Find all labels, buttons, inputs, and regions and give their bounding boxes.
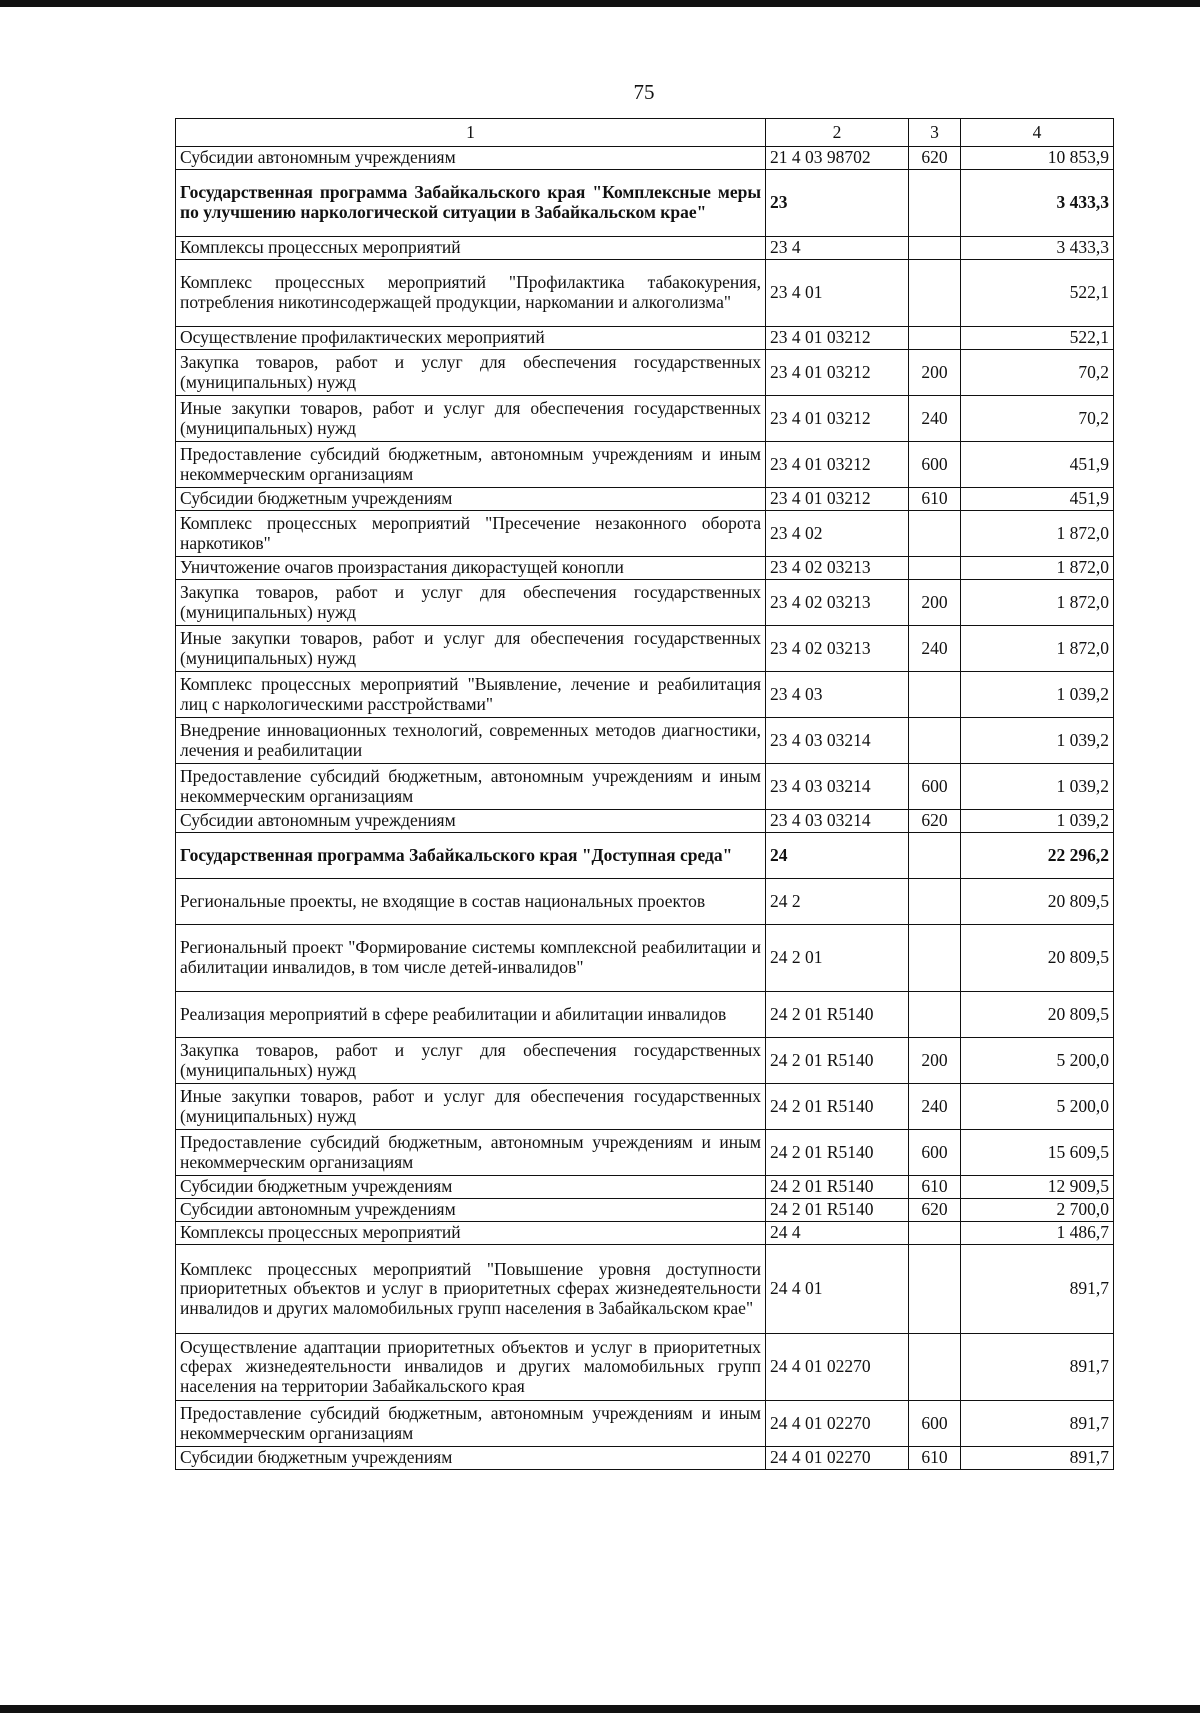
row-amount: 1 872,0 [961,626,1114,672]
row-name: Иные закупки товаров, работ и услуг для обеспечения государственных (муниципальных) нужд [176,396,766,442]
row-name: Региональный проект "Формирование системы комплексной реабилитации и абилитации инвалидов, в том числе детей-инвалидов" [176,925,766,992]
row-amount: 20 809,5 [961,992,1114,1038]
row-code: 23 4 03 03214 [766,718,909,764]
row-code: 24 4 01 [766,1245,909,1334]
row-expense-type: 610 [909,1447,961,1470]
row-name: Предоставление субсидий бюджетным, автономным учреждениям и иным некоммерческим организациям [176,1130,766,1176]
table-row [176,1199,1114,1222]
table-row [176,396,1114,442]
row-code: 23 4 03 [766,672,909,718]
row-code: 24 2 01 R5140 [766,992,909,1038]
row-expense-type [909,170,961,237]
row-name: Закупка товаров, работ и услуг для обеспечения государственных (муниципальных) нужд [176,580,766,626]
header-col-3: 3 [909,119,961,147]
row-code: 24 4 [766,1222,909,1245]
row-name: Иные закупки товаров, работ и услуг для обеспечения государственных (муниципальных) нужд [176,626,766,672]
table-row [176,764,1114,810]
row-name: Субсидии автономным учреждениям [176,810,766,833]
header-col-4: 4 [961,119,1114,147]
row-amount: 891,7 [961,1245,1114,1334]
row-expense-type: 620 [909,147,961,170]
table-row [176,170,1114,237]
row-expense-type: 200 [909,580,961,626]
row-code: 24 2 01 [766,925,909,992]
row-amount: 3 433,3 [961,237,1114,260]
row-name: Комплекс процессных мероприятий "Пресечение незаконного оборота наркотиков" [176,511,766,557]
header-col-2: 2 [766,119,909,147]
budget-table [175,118,1114,1470]
row-code: 24 4 01 02270 [766,1334,909,1401]
table-row [176,442,1114,488]
row-amount: 12 909,5 [961,1176,1114,1199]
row-amount: 522,1 [961,327,1114,350]
table-row [176,1222,1114,1245]
table-row [176,626,1114,672]
table-row [176,1084,1114,1130]
row-name: Предоставление субсидий бюджетным, автономным учреждениям и иным некоммерческим организациям [176,1401,766,1447]
row-name: Государственная программа Забайкальского края "Комплексные меры по улучшению наркологической ситуации в Забайкальском крае" [176,170,766,237]
table-row [176,488,1114,511]
row-amount: 10 853,9 [961,147,1114,170]
table-row [176,833,1114,879]
row-name: Осуществление адаптации приоритетных объектов и услуг в приоритетных сферах жизнедеятельности инвалидов и других маломобильных групп населения на территории Забайкальского края [176,1334,766,1401]
row-expense-type [909,718,961,764]
row-amount: 15 609,5 [961,1130,1114,1176]
row-name: Осуществление профилактических мероприятий [176,327,766,350]
row-expense-type: 240 [909,1084,961,1130]
row-expense-type [909,833,961,879]
row-expense-type [909,1245,961,1334]
row-amount: 1 486,7 [961,1222,1114,1245]
scan-edge-top [0,0,1200,7]
row-expense-type: 600 [909,764,961,810]
row-amount: 20 809,5 [961,925,1114,992]
row-amount: 1 872,0 [961,557,1114,580]
row-name: Комплекс процессных мероприятий "Профилактика табакокурения, потребления никотинсодержащей продукции, наркомании и алкоголизма" [176,260,766,327]
row-expense-type [909,237,961,260]
table-row [176,810,1114,833]
row-code: 23 4 01 03212 [766,488,909,511]
header-col-1: 1 [176,119,766,147]
row-expense-type: 200 [909,1038,961,1084]
table-row [176,1038,1114,1084]
row-name: Закупка товаров, работ и услуг для обеспечения государственных (муниципальных) нужд [176,1038,766,1084]
row-name: Предоставление субсидий бюджетным, автономным учреждениям и иным некоммерческим организациям [176,442,766,488]
row-amount: 5 200,0 [961,1084,1114,1130]
row-amount: 70,2 [961,396,1114,442]
row-code: 23 4 03 03214 [766,764,909,810]
row-expense-type [909,925,961,992]
row-code: 24 2 01 R5140 [766,1038,909,1084]
row-amount: 891,7 [961,1401,1114,1447]
table-row [176,327,1114,350]
row-name: Субсидии бюджетным учреждениям [176,1176,766,1199]
row-amount: 451,9 [961,442,1114,488]
row-expense-type [909,1222,961,1245]
row-amount: 1 039,2 [961,672,1114,718]
table-row [176,992,1114,1038]
row-expense-type [909,557,961,580]
row-code: 23 4 01 03212 [766,396,909,442]
row-name: Уничтожение очагов произрастания дикорастущей конопли [176,557,766,580]
row-code: 24 2 01 R5140 [766,1176,909,1199]
row-code: 24 [766,833,909,879]
row-amount: 2 700,0 [961,1199,1114,1222]
table-row [176,511,1114,557]
row-code: 23 [766,170,909,237]
row-code: 23 4 02 03213 [766,580,909,626]
row-expense-type: 600 [909,442,961,488]
row-expense-type: 200 [909,350,961,396]
table-row [176,237,1114,260]
row-name: Комплексы процессных мероприятий [176,1222,766,1245]
row-code: 23 4 02 03213 [766,626,909,672]
row-code: 24 2 01 R5140 [766,1130,909,1176]
row-expense-type: 610 [909,488,961,511]
row-amount: 1 872,0 [961,511,1114,557]
row-code: 23 4 [766,237,909,260]
row-name: Иные закупки товаров, работ и услуг для обеспечения государственных (муниципальных) нужд [176,1084,766,1130]
row-expense-type: 240 [909,626,961,672]
row-name: Закупка товаров, работ и услуг для обеспечения государственных (муниципальных) нужд [176,350,766,396]
page-number: 75 [633,80,655,104]
row-amount: 891,7 [961,1447,1114,1470]
row-expense-type: 620 [909,810,961,833]
table-row [176,260,1114,327]
row-name: Субсидии автономным учреждениям [176,147,766,170]
row-name: Региональные проекты, не входящие в состав национальных проектов [176,879,766,925]
row-code: 23 4 01 03212 [766,350,909,396]
row-name: Комплекс процессных мероприятий "Выявление, лечение и реабилитация лиц с наркологическими расстройствами" [176,672,766,718]
row-name: Комплекс процессных мероприятий "Повышение уровня доступности приоритетных объектов и услуг в приоритетных сферах жизнедеятельности инвалидов и других маломобильных групп населения в Забайкальском крае" [176,1245,766,1334]
table-row [176,879,1114,925]
row-name: Субсидии бюджетным учреждениям [176,1447,766,1470]
table-row [176,1176,1114,1199]
row-name: Предоставление субсидий бюджетным, автономным учреждениям и иным некоммерческим организациям [176,764,766,810]
row-name: Государственная программа Забайкальского края "Доступная среда" [176,833,766,879]
row-name: Внедрение инновационных технологий, современных методов диагностики, лечения и реабилитации [176,718,766,764]
row-amount: 20 809,5 [961,879,1114,925]
row-expense-type: 610 [909,1176,961,1199]
row-code: 24 4 01 02270 [766,1401,909,1447]
scan-edge-bottom [0,1705,1200,1713]
row-name: Реализация мероприятий в сфере реабилитации и абилитации инвалидов [176,992,766,1038]
row-expense-type [909,1334,961,1401]
row-name: Субсидии автономным учреждениям [176,1199,766,1222]
row-code: 21 4 03 98702 [766,147,909,170]
table-row [176,1334,1114,1401]
row-code: 24 2 [766,879,909,925]
row-expense-type [909,511,961,557]
table-row [176,1245,1114,1334]
table-row [176,557,1114,580]
row-amount: 522,1 [961,260,1114,327]
row-name: Субсидии бюджетным учреждениям [176,488,766,511]
row-expense-type: 600 [909,1401,961,1447]
row-code: 23 4 01 03212 [766,442,909,488]
row-code: 23 4 03 03214 [766,810,909,833]
row-expense-type [909,260,961,327]
row-code: 24 4 01 02270 [766,1447,909,1470]
row-code: 23 4 02 03213 [766,557,909,580]
row-expense-type: 620 [909,1199,961,1222]
row-expense-type [909,327,961,350]
row-amount: 3 433,3 [961,170,1114,237]
row-code: 24 2 01 R5140 [766,1199,909,1222]
row-amount: 70,2 [961,350,1114,396]
table-row [176,1447,1114,1470]
table-row [176,672,1114,718]
row-expense-type: 600 [909,1130,961,1176]
table-row [176,925,1114,992]
row-code: 24 2 01 R5140 [766,1084,909,1130]
header-row [176,119,1114,147]
row-amount: 1 039,2 [961,764,1114,810]
row-amount: 1 039,2 [961,718,1114,764]
table-row [176,1401,1114,1447]
row-code: 23 4 01 [766,260,909,327]
row-name: Комплексы процессных мероприятий [176,237,766,260]
row-amount: 1 872,0 [961,580,1114,626]
table-row [176,1130,1114,1176]
row-amount: 891,7 [961,1334,1114,1401]
row-amount: 1 039,2 [961,810,1114,833]
table-row [176,350,1114,396]
table-row [176,580,1114,626]
row-amount: 5 200,0 [961,1038,1114,1084]
row-amount: 22 296,2 [961,833,1114,879]
table-row [176,718,1114,764]
row-expense-type [909,672,961,718]
row-expense-type [909,879,961,925]
row-expense-type: 240 [909,396,961,442]
table-row [176,147,1114,170]
row-code: 23 4 02 [766,511,909,557]
row-expense-type [909,992,961,1038]
row-amount: 451,9 [961,488,1114,511]
row-code: 23 4 01 03212 [766,327,909,350]
